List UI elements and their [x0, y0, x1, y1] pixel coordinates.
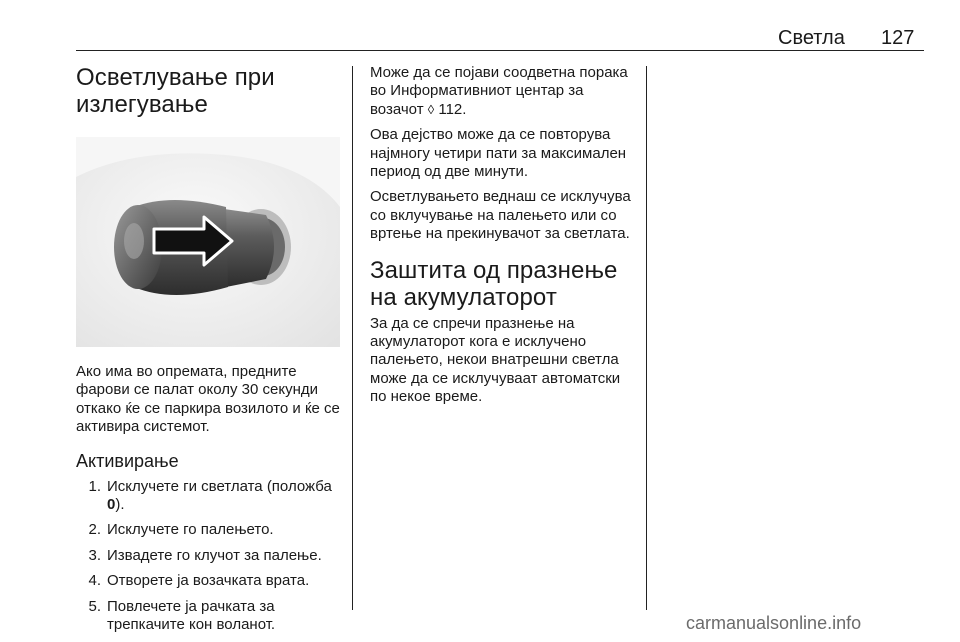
- position-zero: 0: [107, 496, 116, 514]
- feature-description: Ако има во опремата, предните фарови се палат околу 30 секунди откако ќе се паркира возилото и ќе се активира системот.: [76, 363, 340, 436]
- column-divider-left: [352, 66, 353, 610]
- step-number: 2.: [88, 521, 101, 539]
- battery-protection-paragraph: За да се спречи празнење на акумулаторот кога е исклучено палењето, некои внатрешни светла може да се исклучуваат автоматски по некое време.: [370, 314, 621, 406]
- step-text: Извадете го клучот за палење.: [107, 546, 322, 564]
- step-number: 3.: [88, 546, 101, 564]
- step-number: 4.: [88, 572, 101, 590]
- page-reference-link[interactable]: 112: [438, 100, 463, 118]
- step-text-part: Исклучете ги светлата (положба: [107, 477, 332, 495]
- list-item: [76, 478, 340, 515]
- step-text-part: ).: [115, 496, 125, 514]
- list-item: [76, 521, 340, 539]
- left-column: [76, 64, 340, 641]
- switch-off-paragraph: Осветлувањето веднаш се исклучува со вклучување на палењето или со вртење на прекинувачот за светлата.: [370, 188, 631, 243]
- step-text: Исклучете го палењето.: [107, 521, 274, 539]
- step-text: Повлечете ја рачката за трепкачите кон воланот.: [107, 597, 276, 634]
- section-name: Светла: [778, 27, 845, 49]
- paragraph-text: .: [462, 100, 467, 118]
- repeat-paragraph: Ова дејство може да се повторува најмногу четири пати за максимален период од две минути.: [370, 126, 627, 181]
- stalk-push-figure: [76, 137, 340, 347]
- step-number: 5.: [88, 597, 101, 615]
- activation-steps: [76, 478, 340, 635]
- list-item: [76, 598, 340, 635]
- stalk-push-illustration: [76, 137, 340, 347]
- page-reference-icon: ◊: [427, 101, 435, 117]
- info-center-paragraph: [370, 64, 638, 119]
- list-item: [76, 547, 340, 565]
- step-text: [107, 478, 340, 515]
- header-rule: [76, 50, 924, 51]
- list-item: [76, 572, 340, 590]
- step-text: Отворете ја возачката врата.: [107, 572, 310, 590]
- activation-heading: Активирање: [76, 450, 179, 471]
- page-number: 127: [881, 27, 915, 49]
- battery-protection-title: Заштита од празнење на акумулаторот: [370, 256, 618, 311]
- section-title: Осветлување при излегување: [76, 64, 275, 118]
- paragraph-text: Може да се појави соодветна порака во Информативниот центар за возачот: [370, 64, 628, 118]
- step-number: 1.: [88, 477, 101, 495]
- middle-column: [370, 64, 638, 414]
- column-divider-right: [646, 66, 647, 610]
- watermark: carmanualsonline.info: [686, 613, 862, 633]
